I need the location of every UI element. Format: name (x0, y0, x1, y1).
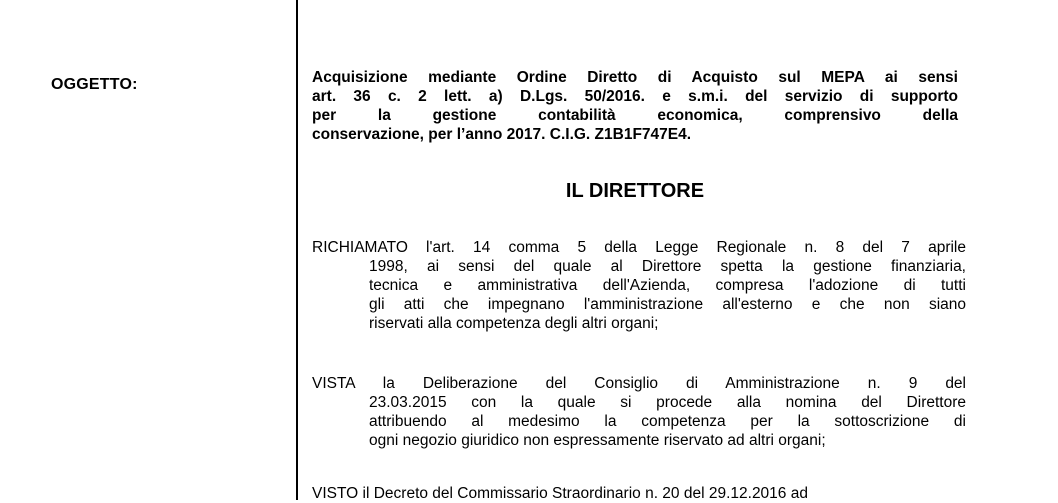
subject-line: Acquisizione mediante Ordine Diretto di Acquisto sul MEPA ai sensi (312, 69, 958, 86)
paragraph-line: 1998, ai sensi del quale al Direttore spetta la gestione finanziaria, (369, 258, 966, 275)
paragraph-line: VISTA la Deliberazione del Consiglio di Amministrazione n. 9 del (312, 375, 966, 392)
paragraph-line: riservati alla competenza degli altri organi; (369, 315, 659, 332)
subject-line: per la gestione contabilità economica, comprensivo della (312, 107, 958, 124)
paragraph-line: tecnica e amministrativa dell'Azienda, compresa l'adozione di tutti (369, 277, 966, 294)
subject-text (312, 68, 958, 144)
paragraph-line: attribuendo al medesimo la competenza per la sottoscrizione di (369, 413, 966, 430)
column-divider (296, 0, 298, 500)
paragraph-vista (312, 374, 966, 450)
paragraph-line: VISTO il Decreto del Commissario Straordinario n. 20 del 29.12.2016 ad (312, 485, 808, 502)
paragraph-richiamato (312, 238, 966, 333)
paragraph-line: RICHIAMATO l'art. 14 comma 5 della Legge Regionale n. 8 del 7 aprile (312, 239, 966, 256)
paragraph-visto (312, 484, 966, 503)
subject-line: conservazione, per l’anno 2017. C.I.G. Z1B1F747E4. (312, 126, 692, 143)
oggetto-label: OGGETTO: (51, 76, 138, 93)
section-heading: IL DIRETTORE (565, 180, 705, 202)
subject-line: art. 36 c. 2 lett. a) D.Lgs. 50/2016. e s.m.i. del servizio di supporto (312, 88, 958, 105)
paragraph-line: ogni negozio giuridico non espressamente riservato ad altri organi; (369, 432, 826, 449)
paragraph-line: gli atti che impegnano l'amministrazione all'esterno e che non siano (369, 296, 966, 313)
paragraph-line: 23.03.2015 con la quale si procede alla nomina del Direttore (369, 394, 966, 411)
